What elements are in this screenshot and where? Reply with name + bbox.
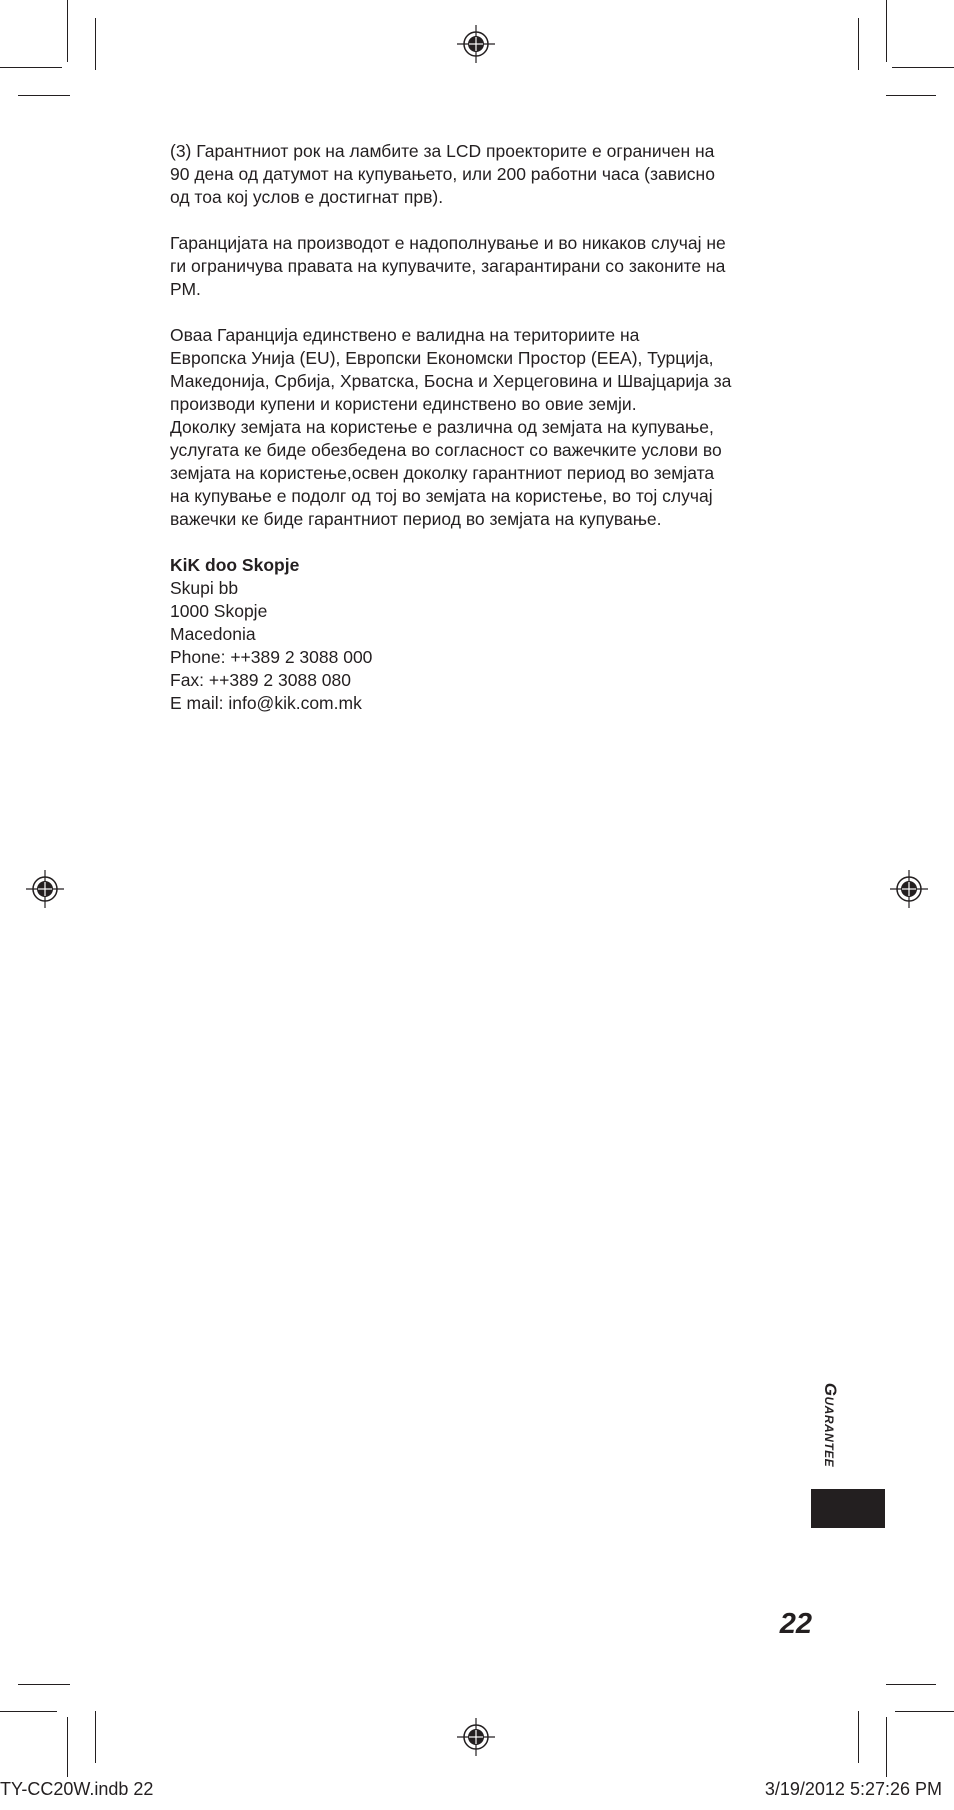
address-city: 1000 Skopje [170, 601, 268, 621]
text-line: РМ. [170, 279, 201, 299]
text-line: важечки ке биде гарантниот период во земјата на купување. [170, 509, 662, 529]
text-line: Европска Унија (EU), Европски Економски Простор (EEA), Турција, [170, 348, 714, 368]
crop-mark-bl-v2 [95, 1711, 96, 1763]
slug-timestamp: 3/19/2012 5:27:26 PM [764, 1779, 942, 1799]
crop-mark-tl-v1 [67, 0, 68, 62]
crop-mark-bl-v1 [67, 1717, 68, 1777]
text-line: Оваа Гаранција единствено е валидна на териториите на [170, 325, 640, 345]
section-tab-label [800, 1370, 860, 1480]
crop-mark-bl-h1 [18, 1684, 70, 1685]
contact-email: E mail: info@kik.com.mk [170, 693, 362, 713]
contact-fax: Fax: ++389 2 3088 080 [170, 670, 351, 690]
crop-mark-tr-v1 [858, 18, 859, 70]
address-street: Skupi bb [170, 578, 239, 598]
crop-mark-br-h2 [895, 1711, 954, 1712]
crop-mark-tl-v2 [95, 18, 96, 70]
address-country: Macedonia [170, 624, 256, 644]
contact-phone: Phone: ++389 2 3088 000 [170, 647, 373, 667]
crop-mark-tl-h1 [0, 67, 62, 68]
text-line: Македонија, Србија, Хрватска, Босна и Херцеговина и Швајцарија за [170, 371, 732, 391]
guarantee-body [170, 140, 810, 554]
paragraph-territory [170, 324, 810, 531]
crop-mark-br-h1 [886, 1684, 936, 1685]
crop-mark-br-v1 [858, 1711, 859, 1763]
crop-mark-bl-h2 [0, 1711, 57, 1712]
text-line: ги ограничува правата на купувачите, загарантирани со законите на [170, 256, 726, 276]
text-line: земјата на користење,освен доколку гарантниот период во земјата [170, 463, 715, 483]
registration-mark-icon [890, 870, 928, 908]
registration-mark-icon [457, 1718, 495, 1756]
crop-mark-tr-h1 [892, 67, 954, 68]
text-line: услугата ке биде обезбедена во согласност со важечките услови во [170, 440, 722, 460]
text-line: 90 дена од датумот на купувањето, или 200 работни часа (зависно [170, 164, 715, 184]
contact-address [170, 554, 372, 715]
crop-mark-tr-v2 [886, 0, 887, 62]
text-line: на купување е подолг од тој во земјата на користење, во тој случај [170, 486, 713, 506]
text-line: Гаранцијата на производот е надополнување и во никаков случај не [170, 233, 726, 253]
page-number: 22 [779, 1608, 812, 1640]
text-line: (3) Гарантниот рок на ламбите за LCD проекторите е ограничен на [170, 141, 715, 161]
crop-mark-tl-h2 [18, 95, 70, 96]
registration-mark-icon [457, 25, 495, 63]
paragraph-lamp-warranty [170, 140, 810, 209]
paragraph-consumer-rights [170, 232, 810, 301]
text-line: Доколку земјата на користење е различна од земјата на купување, [170, 417, 714, 437]
text-line: производи купени и користени единствено во овие земји. [170, 394, 637, 414]
crop-mark-tr-h2 [886, 95, 936, 96]
company-name: KiK doo Skopje [170, 555, 300, 575]
section-tab-marker [811, 1489, 885, 1528]
text-line: од тоа кој услов е достигнат прв). [170, 187, 444, 207]
registration-mark-icon [26, 870, 64, 908]
section-tab-text: Guarantee [821, 1382, 840, 1468]
crop-mark-br-v2 [886, 1717, 887, 1777]
slug-file-info: TY-CC20W.indb 22 [0, 1779, 154, 1799]
